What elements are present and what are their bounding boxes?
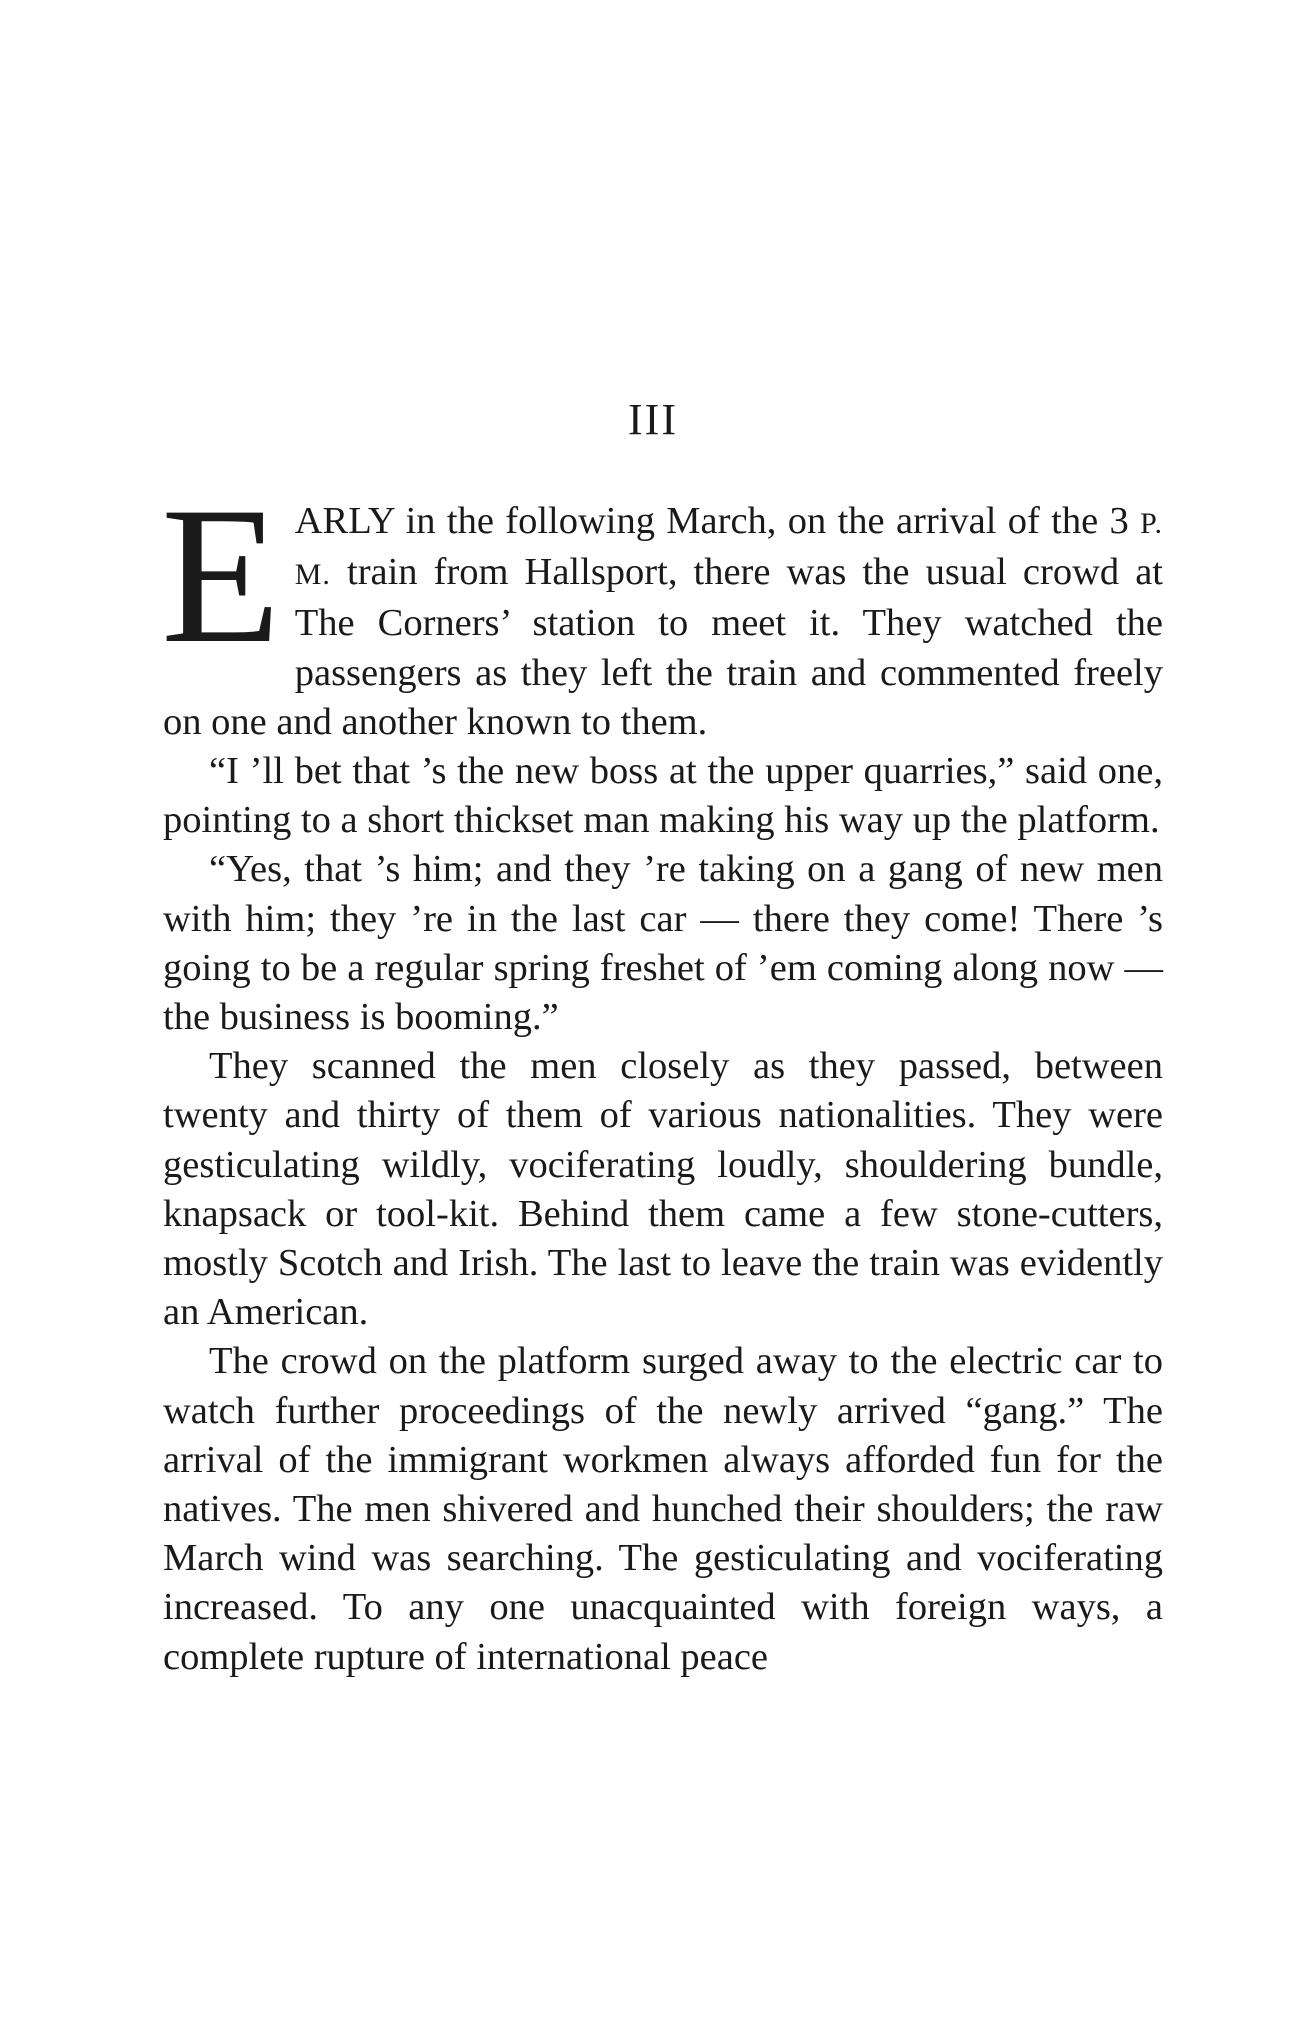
paragraph-2: “I ’ll bet that ’s the new boss at the upper quarries,” said one, pointing to a short thickset man making his way up the platform.: [163, 750, 1163, 842]
chapter-text: [161, 467, 1163, 1682]
paragraph-3: “Yes, that ’s him; and they ’re taking on a gang of new men with him; they ’re in the last car — there they come! There ’s going to be a regular spring freshet of ’em coming along now — the business is booming.”: [163, 848, 1163, 1039]
chapter-heading: III: [628, 395, 678, 444]
paragraph-5: The crowd on the platform surged away to the electric car to watch further proceedings of the newly arrived “gang.” The arrival of the immigrant workmen always afforded fun for the natives. The men shivered and hunched their shoulders; the raw March wind was searching. The gesticulating and vociferating increased. To any one unacquainted with foreign ways, a complete rupture of international peace: [163, 1340, 1163, 1678]
paragraph-1-rest: train from Hallsport, there was the usual crowd at The Corners’ station to meet it. They watched the passengers as they left the train and commented freely on one and another known to them.: [163, 551, 1163, 743]
drop-cap: E: [161, 467, 281, 684]
paragraph-4: They scanned the men closely as they passed, between twenty and thirty of them of various nationalities. They were gesticulating wildly, vociferating loudly, shouldering bundle, knapsack or tool-kit. Behind them came a few stone-cutters, mostly Scotch and Irish. The last to leave the train was evidently an American.: [163, 1045, 1163, 1334]
paragraph-1: [161, 467, 1163, 747]
time-abbreviation: P. M.: [294, 507, 1163, 592]
paragraph-1-lead: ARLY in the following March, on the arrival of the 3: [294, 500, 1141, 542]
